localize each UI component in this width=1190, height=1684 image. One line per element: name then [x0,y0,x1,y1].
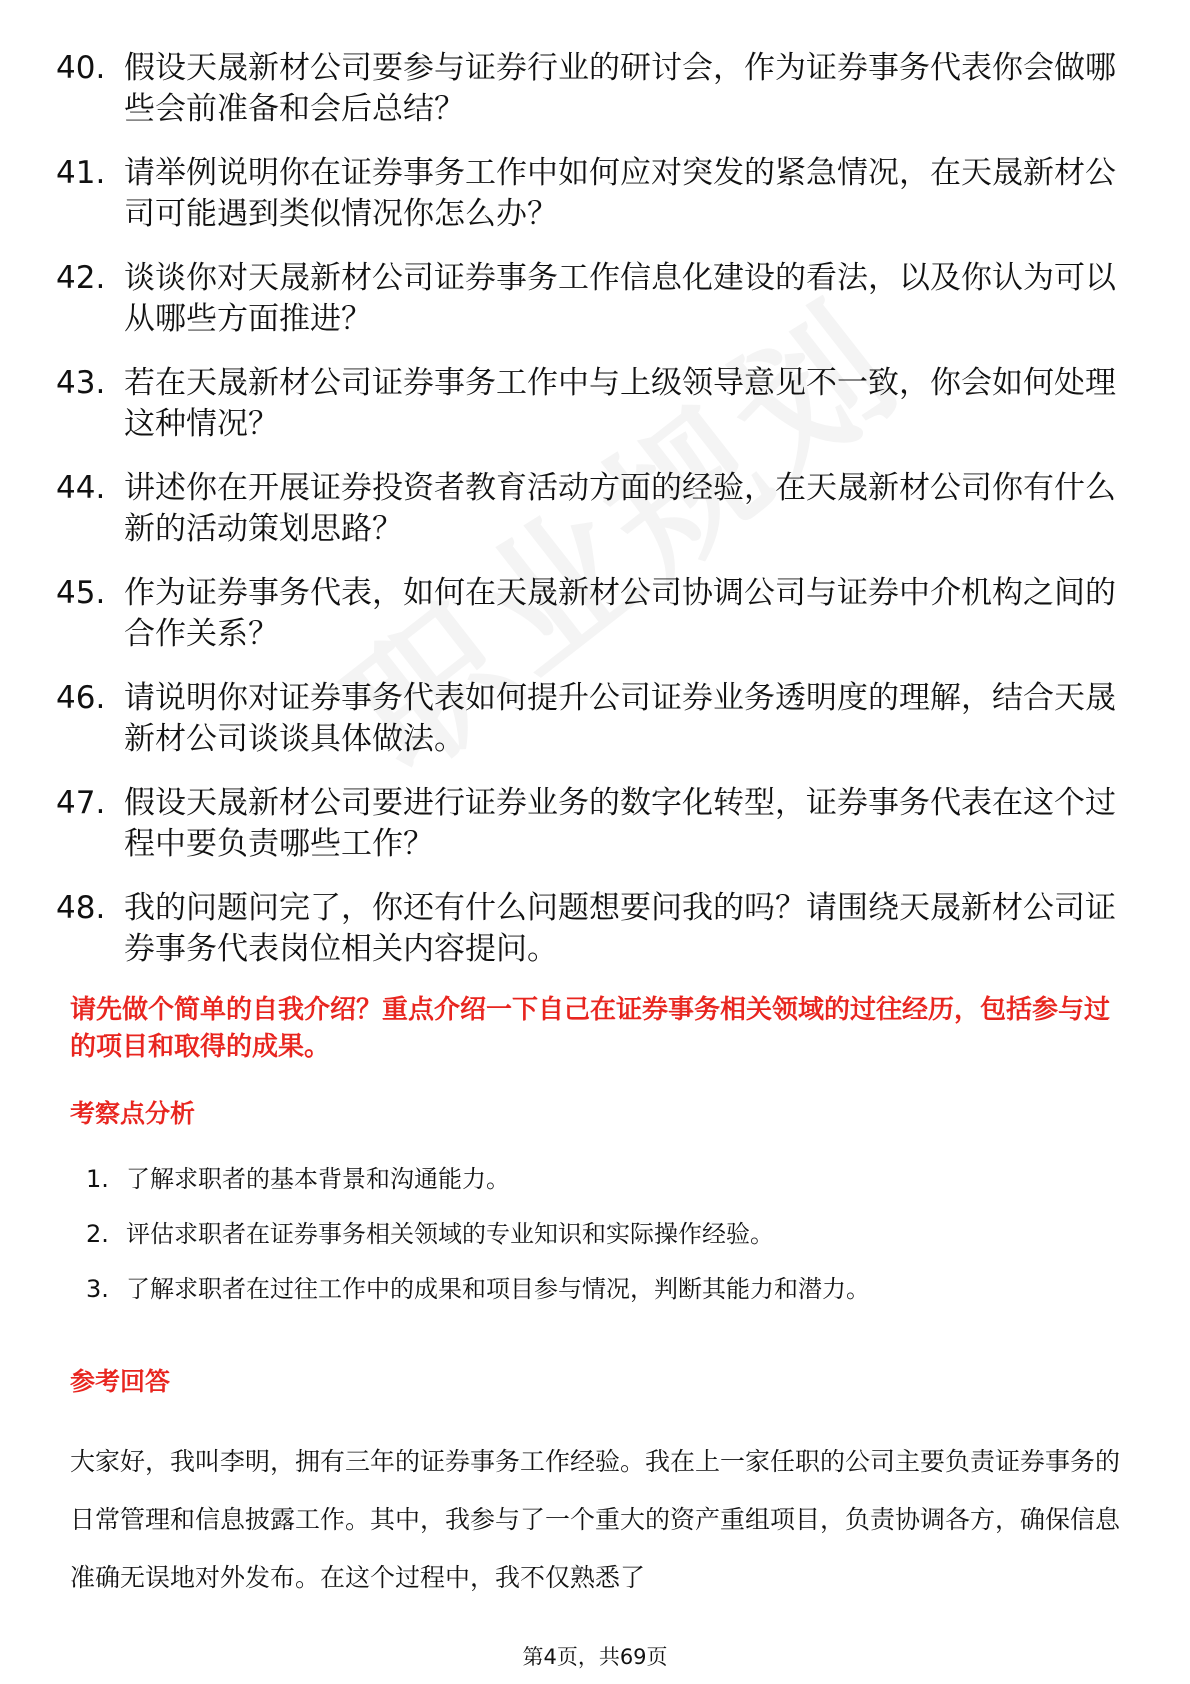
list-item [56,153,1116,235]
question-number: 47. [56,785,106,821]
list-item [56,888,1116,970]
point-number: 2. [86,1220,109,1248]
question-text: 请举例说明你在证券事务工作中如何应对突发的紧急情况，在天晟新材公司可能遇到类似情况你怎么办？ [124,155,1116,232]
list-item [86,1163,1126,1195]
point-number: 1. [86,1165,109,1193]
list-item [56,363,1116,445]
question-text: 谈谈你对天晟新材公司证券事务工作信息化建设的看法，以及你认为可以从哪些方面推进？ [124,260,1116,337]
featured-question: 请先做个简单的自我介绍？重点介绍一下自己在证券事务相关领域的过往经历，包括参与过的项目和取得的成果。 [70,995,1111,1062]
question-text: 请说明你对证券事务代表如何提升公司证券业务透明度的理解，结合天晟新材公司谈谈具体做法。 [124,680,1116,757]
list-item [56,783,1116,865]
analysis-heading: 考察点分析 [70,1099,196,1128]
question-number: 46. [56,680,106,716]
reference-answer: 大家好，我叫李明，拥有三年的证券事务工作经验。我在上一家任职的公司主要负责证券事务的日常管理和信息披露工作。其中，我参与了一个重大的资产重组项目，负责协调各方，确保信息准确无误地对外发布。在这个过程中，我不仅熟悉了 [70,1447,1121,1592]
reference-heading: 参考回答 [70,1367,171,1396]
question-text: 我的问题问完了，你还有什么问题想要问我的吗？请围绕天晟新材公司证券事务代表岗位相关内容提问。 [124,890,1116,967]
question-number: 42. [56,260,106,296]
list-item [86,1273,1126,1305]
question-list [56,48,1116,993]
list-item [86,1218,1126,1250]
point-text: 评估求职者在证券事务相关领域的专业知识和实际操作经验。 [126,1220,774,1248]
page-footer: 第4页，共69页 [522,1645,668,1669]
question-text: 假设天晟新材公司要参与证券行业的研讨会，作为证券事务代表你会做哪些会前准备和会后总结？ [124,50,1116,127]
question-text: 假设天晟新材公司要进行证券业务的数字化转型，证券事务代表在这个过程中要负责哪些工作？ [124,785,1116,862]
point-text: 了解求职者在过往工作中的成果和项目参与情况，判断其能力和潜力。 [126,1275,870,1303]
list-item [56,573,1116,655]
analysis-points [86,1163,1126,1328]
question-number: 45. [56,575,106,611]
question-number: 44. [56,470,106,506]
question-text: 若在天晟新材公司证券事务工作中与上级领导意见不一致，你会如何处理这种情况？ [124,365,1116,442]
question-number: 48. [56,890,106,926]
list-item [56,48,1116,130]
question-text: 讲述你在开展证券投资者教育活动方面的经验，在天晟新材公司你有什么新的活动策划思路？ [124,470,1116,547]
list-item [56,258,1116,340]
list-item [56,678,1116,760]
list-item [56,468,1116,550]
question-number: 43. [56,365,106,401]
point-text: 了解求职者的基本背景和沟通能力。 [126,1165,510,1193]
question-text: 作为证券事务代表，如何在天晟新材公司协调公司与证券中介机构之间的合作关系？ [124,575,1116,652]
question-number: 40. [56,50,106,86]
question-number: 41. [56,155,106,191]
point-number: 3. [86,1275,109,1303]
